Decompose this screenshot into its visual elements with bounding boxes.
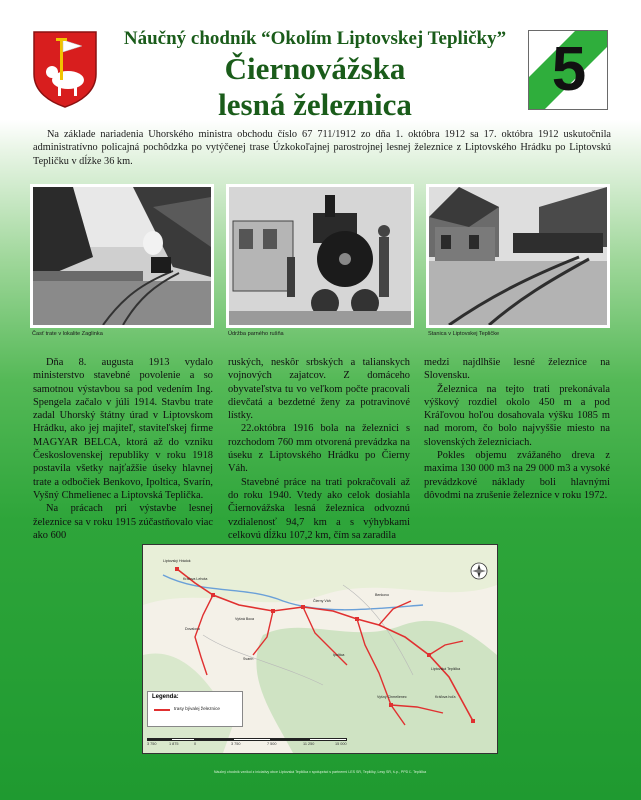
paragraph: Na prácach pri výstavbe lesnej železnice sa v roku 1915 zúčastňovalo viac ako 600 xyxy=(33,503,213,541)
scale-label: 3 750 xyxy=(147,742,157,746)
coat-of-arms-icon xyxy=(32,30,98,108)
place-label: Benkovo xyxy=(375,593,389,597)
scale-label: 11 250 xyxy=(303,742,315,746)
map-legend xyxy=(147,691,243,727)
panel-number: 5 xyxy=(551,35,587,104)
paragraph: Železnica na tejto trati prekonávala výškový rozdiel okolo 450 m a pod Kráľovou hoľou dosahovala výšku 1085 m nad morom, čo bolo najvyššie miesto na slovenských železniciach. xyxy=(424,383,610,448)
place-label: Ipoltica xyxy=(333,653,345,657)
page-title-line1: Čiernovážska xyxy=(224,51,406,86)
place-label: Kráľova Lehota xyxy=(183,577,208,581)
text-column-1 xyxy=(33,356,213,542)
scale-label: 3 750 xyxy=(231,742,241,746)
panel-number-badge xyxy=(528,30,608,110)
place-label: Vyšná Boca xyxy=(235,617,255,621)
legend-title: Legenda: xyxy=(152,694,179,700)
place-label: Vyšný Chmelienec xyxy=(377,695,407,699)
text-column-3 xyxy=(424,356,610,502)
paragraph: Pokles objemu zvážaného dreva z maxima 130 000 m3 na 29 000 m3 a vysoké prevádzkové náklady boli hlavnými dôvodmi na zrušenie železnice v roku 1972. xyxy=(424,450,610,501)
photo-station-teplicka xyxy=(426,184,610,328)
railway-map xyxy=(142,544,498,754)
photo-track-zaglinka xyxy=(30,184,214,328)
scale-label: 0 xyxy=(194,742,197,746)
map-scale-bar xyxy=(147,738,347,750)
photo-caption: Stanica v Liptovskej Tepličke xyxy=(428,331,500,337)
scale-label: 15 000 xyxy=(335,742,347,746)
place-label: Kráľova hoľa xyxy=(435,695,456,699)
paragraph: Dňa 8. augusta 1913 vydalo ministerstvo stavebné povolenie a so samotnou výstavbou sa pod vedením Ing. Spengela začalo v júli 1914. Stavbu trate zadal Uhorský štátny úrad v Liptovskom Hrádku, ako jej majiteľ, staviteľskej firme MAGYAR BELCA, ktorá až do vzniku Československej republiky v roku 1918 postavila všetky najťažšie úseky hlavnej trate a odbočiek Benkovo, Ipoltica, Svarín, Vyšný Chmelienec a Liptovská Teplička. xyxy=(33,357,213,501)
intro-paragraph: Na základe nariadenia Uhorského ministra obchodu číslo 67 711/1912 zo dňa 1. októbra 1912 sa 17. októbra 1912 uskutočnila administratívno policajná pochôdzka po vytýčenej trase Úzkokoľajnej parostrojnej lesnej železnice z Liptovského Hrádku po Liptovskú Tepličku v dĺžke 36 km. xyxy=(33,129,611,167)
place-label: Liptovský Hrádok xyxy=(163,559,191,563)
trail-subtitle: Náučný chodník “Okolím Liptovskej Tepličky” xyxy=(123,28,507,49)
compass-icon xyxy=(471,563,487,579)
paragraph: Stavebné práce na trati pokračovali až do roku 1940. Vtedy ako celok dosiahla Čiernovážska lesná železnica odvoznú vzdialenosť 94,7 km a s výhybkami celkovú dĺžku 107,2 km, čím sa zaradila xyxy=(228,476,410,541)
paragraph: 22.októbra 1916 bola na železnici s rozchodom 760 mm otvorená prevádzka na úseku z Liptovského Hrádku po Čierny Váh. xyxy=(228,423,410,475)
photo-locomotive-maintenance xyxy=(226,184,414,328)
photo-caption: Údržba parného rušňa xyxy=(228,331,284,337)
place-label: Liptovská Teplička xyxy=(431,667,461,671)
text-column-2 xyxy=(228,356,410,542)
legend-label: trasy bývalej železnice xyxy=(174,706,220,711)
scale-label: 7 500 xyxy=(267,742,277,746)
photo-caption: Časť trate v lokalite Zaglinka xyxy=(32,331,103,337)
place-label: Svarín xyxy=(243,657,254,661)
paragraph: ruských, neskôr srbských a talianskych vojnových zajatcov. Z domáceho obyvateľstva tu vo veľkom počte pracovali dievčatá a bezdetné ženy za potravinové lístky. xyxy=(228,357,410,422)
legend-route-swatch xyxy=(154,709,170,711)
paragraph: medzi najdlhšie lesné železnice na Slovensku. xyxy=(424,357,610,382)
scale-label: 1 875 xyxy=(169,742,179,746)
page-title-line2: lesná železnica xyxy=(218,87,412,122)
place-label: Čierny Váh xyxy=(313,599,331,603)
footer-credits: Náučný chodník vznikol z iniciatívy obce Liptovská Teplička v spolupráci s partnermi LES SR, Tepličky, Lesy SR, š.p., PPD Ľ. Teplička xyxy=(213,770,427,774)
place-label: Dovalovo xyxy=(185,627,200,631)
